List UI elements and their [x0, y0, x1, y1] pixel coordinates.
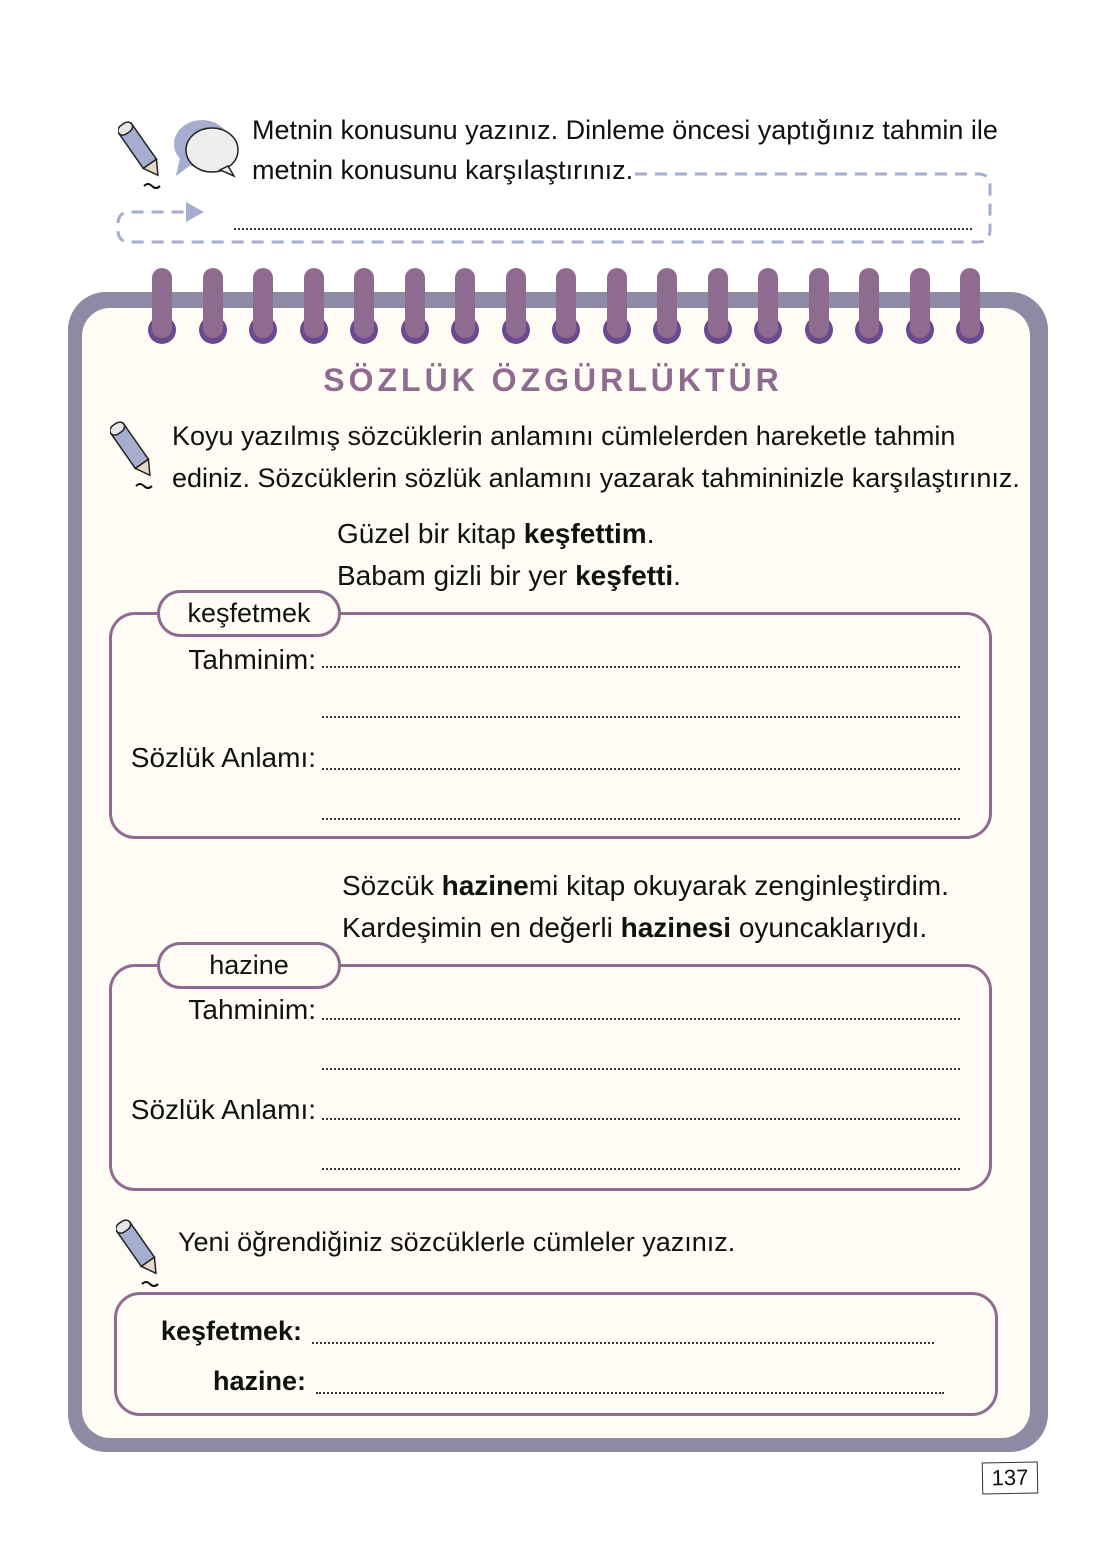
spiral-ring	[253, 268, 273, 338]
dashed-arrow-decoration	[110, 168, 1000, 250]
word-tab: hazine	[157, 942, 341, 989]
sentence-line[interactable]	[312, 1342, 934, 1344]
meaning-line[interactable]	[322, 1118, 960, 1120]
final-task-text: Yeni öğrendiğiniz sözcüklerle cümleler yazınız.	[178, 1227, 736, 1257]
spiral-ring	[758, 268, 778, 338]
pencil-icon	[116, 1214, 166, 1290]
example-sentence: Babam gizli bir yer keşfetti.	[337, 560, 681, 591]
instruction-line2: ediniz. Sözcüklerin sözlük anlamını yazarak tahmininizle karşılaştırınız.	[172, 463, 1020, 493]
sentence-label-kesfetmek: keşfetmek:	[160, 1316, 302, 1346]
spiral-ring	[607, 268, 627, 338]
guess-label: Tahminim:	[188, 994, 316, 1025]
sentence-line[interactable]	[316, 1392, 944, 1394]
example-sentence: Sözcük hazinemi kitap okuyarak zenginleştirdim.	[342, 870, 949, 901]
spiral-ring	[657, 268, 677, 338]
guess-line[interactable]	[322, 1018, 960, 1020]
spiral-ring	[556, 268, 576, 338]
guess-line[interactable]	[322, 716, 960, 718]
example-sentence: Güzel bir kitap keşfettim.	[337, 518, 655, 549]
meaning-label: Sözlük Anlamı:	[130, 1094, 316, 1125]
guess-label: Tahminim:	[188, 644, 316, 675]
sentence-label-hazine: hazine:	[212, 1366, 306, 1396]
page-number-badge	[982, 1462, 1039, 1495]
spiral-ring	[708, 268, 728, 338]
spiral-ring	[354, 268, 374, 338]
word-tab: keşfetmek	[157, 590, 341, 637]
meaning-line[interactable]	[322, 818, 960, 820]
spiral-ring	[455, 268, 475, 338]
page-number: 137	[991, 1464, 1029, 1491]
top-task-line2: metnin konusunu karşılaştırınız.	[252, 155, 634, 185]
spiral-ring	[960, 268, 980, 338]
sentence-box	[114, 1292, 998, 1416]
spiral-ring	[152, 268, 172, 338]
spiral-ring	[304, 268, 324, 338]
spiral-ring	[405, 268, 425, 338]
example-sentence: Kardeşimin en değerli hazinesi oyuncaklarıydı.	[342, 912, 928, 943]
meaning-label: Sözlük Anlamı:	[130, 742, 316, 773]
top-task-line1: Metnin konusunu yazınız. Dinleme öncesi yaptığınız tahmin ile	[252, 115, 998, 145]
section-title: SÖZLÜK ÖZGÜRLÜKTÜR	[323, 362, 783, 398]
meaning-line[interactable]	[322, 768, 960, 770]
spiral-ring	[809, 268, 829, 338]
spiral-ring	[859, 268, 879, 338]
pencil-icon	[110, 416, 160, 492]
instruction-line1: Koyu yazılmış sözcüklerin anlamını cümlelerden hareketle tahmin	[172, 421, 956, 451]
guess-line[interactable]	[322, 1068, 960, 1070]
spiral-ring	[910, 268, 930, 338]
spiral-ring	[203, 268, 223, 338]
guess-line[interactable]	[322, 666, 960, 668]
meaning-line[interactable]	[322, 1168, 960, 1170]
spiral-ring	[506, 268, 526, 338]
topic-answer-line[interactable]	[234, 228, 972, 230]
